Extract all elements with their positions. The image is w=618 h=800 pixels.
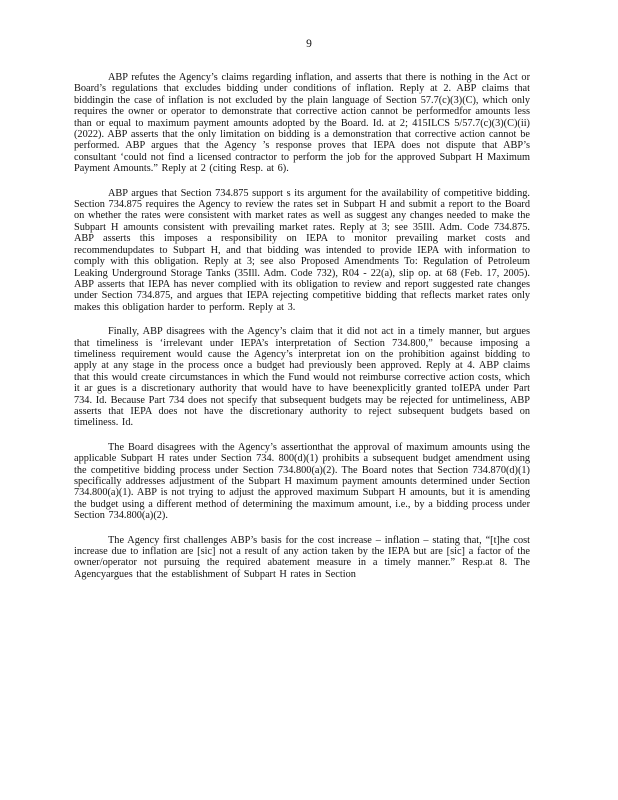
paragraph: Finally, ABP disagrees with the Agency’s claim that it did not act in a timely manner, but argues that timeliness is ‘irrelevant under IEPA’s interpretation of Section 734.800,” because imposing a timeliness requirement would cause the Agency’s interpretat ion on the prohibition against bidding to apply at any stage in the process once a budget had previously been approved. Reply at 4. ABP claims that this would create circumstances in which the Fund would not reimburse corrective action costs, which it ar gues is a discretionary authority that would have to have beenexplicitly granted toIEPA under Part 734. Id. Because Part 734 does not specify that subsequent budgets may be rejected for untimeliness, ABP asserts that IEPA does not have the discretionary authority to reject subsequent budgets based on timeliness. Id. <box>74 326 530 429</box>
page-number: 9 <box>306 38 312 50</box>
paragraph: The Board disagrees with the Agency’s assertionthat the approval of maximum amounts using the applicable Subpart H rates under Section 734. 800(d)(1) prohibits a subsequent budget amendment using the competitive bidding process under Section 734.800(a)(2). The Board notes that Section 734.870(d)(1) specifically addresses adjustment of the Subpart H maximum payment amounts determined under Section 734.800(a)(1). ABP is not trying to adjust the approved maximum Subpart H amounts, but it is amending the budget using a different method of determining the maximum amount, i.e., by a bidding process under Section 734.800(a)(2). <box>74 441 530 522</box>
paragraph: The Agency first challenges ABP’s basis for the cost increase – inflation – stating that, “[t]he cost increase due to inflation are [sic] not a result of any action taken by the IEPA but are [sic] a factor of the owner/operator not pursuing the required abatement measure in a timely manner.” Resp.at 8. The Agencyargues that the establishment of Subpart H rates in Section <box>74 534 530 580</box>
paragraph: ABP refutes the Agency’s claims regarding inflation, and asserts that there is nothing in the Act or Board’s regulations that excludes bidding under conditions of inflation. Reply at 2. ABP claims that biddingin the case of inflation is not excluded by the plain language of Section 57.7(c)(3)(C), which only requires the owner or operator to demonstrate that corrective action cannot be performedfor amounts less than or equal to maximum payment amounts adopted by the Board. Id. at 2; 415ILCS 5/57.7(c)(3)(C)(ii)(2022). ABP asserts that the only limitation on bidding is a demonstration that corrective action cannot be performed. ABP argues that the Agency ’s response proves that IEPA does not dispute that ABP’s consultant ‘could not find a licensed contractor to perform the job for the approved Subpart H Maximum Payment Amounts.” Reply at 2 (citing Resp. at 6). <box>74 72 530 175</box>
body-text <box>74 72 530 593</box>
paragraph: ABP argues that Section 734.875 support s its argument for the availability of competitive bidding. Section 734.875 requires the Agency to review the rates set in Subpart H and submit a report to the Board on whether the rates were consistent with market rates as well as suggest any changes needed to make the Subpart H amounts consistent with prevailing market rates. Reply at 3; see 35Ill. Adm. Code 734.875. ABP asserts this imposes a responsibility on IEPA to monitor prevailing market costs and recommendupdates to Subpart H, and that bidding was intended to provide IEPA with information to comply with this obligation. Reply at 3; see also Proposed Amendments To: Regulation of Petroleum Leaking Underground Storage Tanks (35Ill. Adm. Code 732), R04 - 22(a), slip op. at 68 (Feb. 17, 2005). ABP asserts that IEPA has never complied with its obligation to review and report suggested rate changes under Section 734.875, and argues that IEPA rejecting competitive bidding that reflects market rates only makes this obligation harder to perform. Reply at 3. <box>74 187 530 313</box>
